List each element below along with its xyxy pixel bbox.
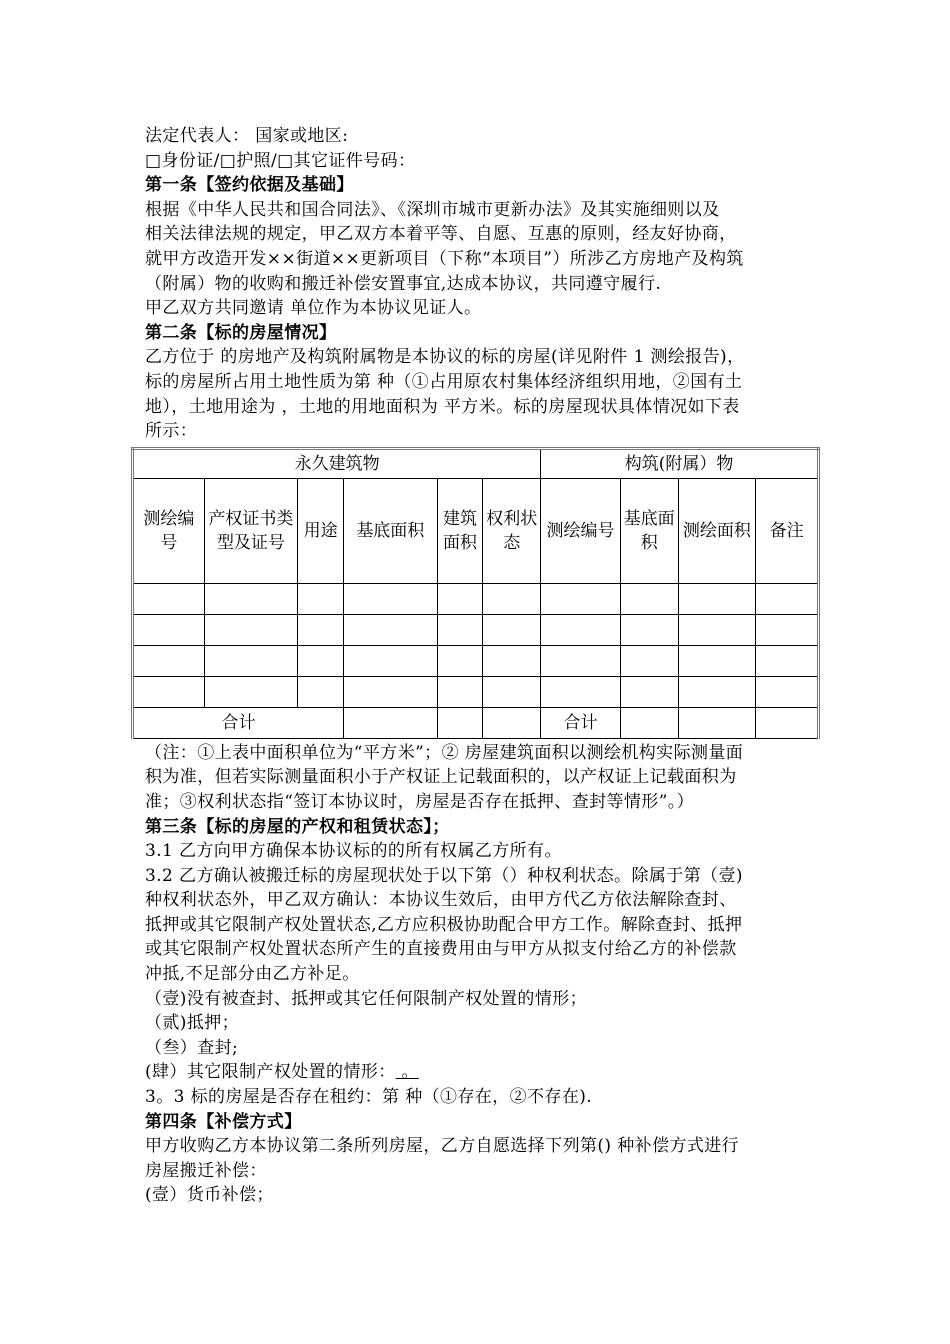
- article-3-line: 3.2 乙方确认被搬迁标的房屋现状处于以下第（）种权利状态。除属于第（壹): [145, 865, 743, 886]
- column-header: 建筑面积: [437, 478, 483, 583]
- article-3-line: （叁）查封;: [145, 1037, 239, 1058]
- article-2-line: 乙方位于 的房地产及构筑附属物是本协议的标的房屋(详见附件 1 测绘报告)，: [145, 347, 745, 368]
- article-4-line: (壹）货币补偿；: [145, 1185, 274, 1206]
- article-4-line: 甲方收购乙方本协议第二条所列房屋，乙方自愿选择下列第() 种补偿方式进行: [145, 1136, 740, 1157]
- table-note-line: 准；③权利状态指“签订本协议时，房屋是否存在抵押、查封等情形”。）: [145, 791, 695, 812]
- legal-rep-line: 法定代表人： 国家或地区:: [145, 126, 349, 146]
- article-4-title: 第四条【补偿方式】: [145, 1111, 302, 1132]
- column-header: 权利状态: [483, 478, 541, 583]
- article-1-title: 第一条【签约依据及基础】: [145, 175, 354, 196]
- column-header: 基底面积: [344, 478, 438, 583]
- article-3-line: 种权利状态外，甲乙双方确认：本协议生效后，由甲方代乙方依法解除查封、: [145, 890, 737, 911]
- total-label-permanent: 合计: [133, 707, 344, 738]
- article-3-title: 第三条【标的房屋的产权和租赁状态】；: [145, 816, 450, 837]
- column-header: 测绘面积: [678, 478, 756, 583]
- item-4-text: (肆）其它限制产权处置的情形：: [145, 1062, 396, 1083]
- column-header: 用途: [298, 478, 344, 583]
- column-header: 基底面积: [620, 478, 678, 583]
- property-table: [131, 447, 820, 739]
- article-1-line: 甲乙双方共同邀请 单位作为本协议见证人。: [145, 298, 482, 319]
- article-1-line: 就甲方改造开发××街道××更新项目（下称“本项目”）所涉乙方房地产及构筑: [145, 248, 744, 269]
- article-2-line: 标的房屋所占用土地性质为第 种（①占用原农村集体经济组织用地，②国有土: [145, 371, 743, 392]
- article-3-line: 冲抵,不足部分由乙方补足。: [145, 964, 360, 985]
- table-row: [133, 676, 819, 707]
- table-row: [133, 645, 819, 676]
- table-note-line: （注：①上表中面积单位为“平方米”；② 房屋建筑面积以测绘机构实际测量面: [145, 742, 744, 763]
- column-header: 备注: [756, 478, 819, 583]
- article-3-lease-line: 3。3 标的房屋是否存在租约：第 种（①存在，②不存在).: [145, 1087, 593, 1108]
- article-3-line: （壹)没有被查封、抵押或其它任何限制产权处置的情形；: [145, 988, 588, 1009]
- total-label-attached: 合计: [541, 707, 621, 738]
- article-1-line: （附属）物的收购和搬迁补偿安置事宜,达成本协议，共同遵守履行.: [145, 273, 662, 294]
- document-page: [145, 124, 815, 1208]
- article-1-line: 根据《中华人民共和国合同法》、《深圳市城市更新办法》及其实施细则以及: [145, 199, 720, 220]
- attached-structure-header: 构筑(附属）物: [541, 448, 819, 478]
- permanent-building-header: 永久建筑物: [133, 448, 541, 478]
- table-row: [133, 614, 819, 645]
- id-type-line: □身份证/□护照/□其它证件号码：: [145, 150, 416, 171]
- article-1-line: 相关法律法规的规定，甲乙双方本着平等、自愿、互惠的原则，经友好协商，: [145, 224, 737, 245]
- article-4-line: 房屋搬迁补偿：: [145, 1160, 267, 1181]
- table-note-line: 积为准，但若实际测量面积小于产权证上记载面积的，以产权证上记载面积为: [145, 767, 737, 788]
- column-header: 测绘编号: [541, 478, 621, 583]
- total-row: [133, 707, 819, 738]
- article-3-item-4: [145, 1060, 815, 1085]
- article-3-line: 3.1 乙方向甲方确保本协议标的的所有权属乙方所有。: [145, 841, 562, 862]
- article-3-line: 或其它限制产权处置状态所产生的直接费用由与甲方从拟支付给乙方的补偿款: [145, 939, 737, 960]
- column-header: 测绘编号: [133, 478, 205, 583]
- article-2-title: 第二条【标的房屋情况】: [145, 322, 337, 343]
- article-2-line: 所示：: [145, 421, 198, 442]
- article-3-line: （贰)抵押；: [145, 1013, 240, 1034]
- column-header: 产权证书类型及证号: [204, 478, 298, 583]
- article-3-line: 抵押或其它限制产权处置状态,乙方应积极协助配合甲方工作。解除查封、抵押: [145, 914, 743, 935]
- table-row: [133, 583, 819, 614]
- article-2-line: 地），土地用途为 ，土地的用地面积为 平方米。标的房屋现状具体情况如下表: [145, 396, 740, 417]
- item-4-blank: 。: [395, 1062, 419, 1083]
